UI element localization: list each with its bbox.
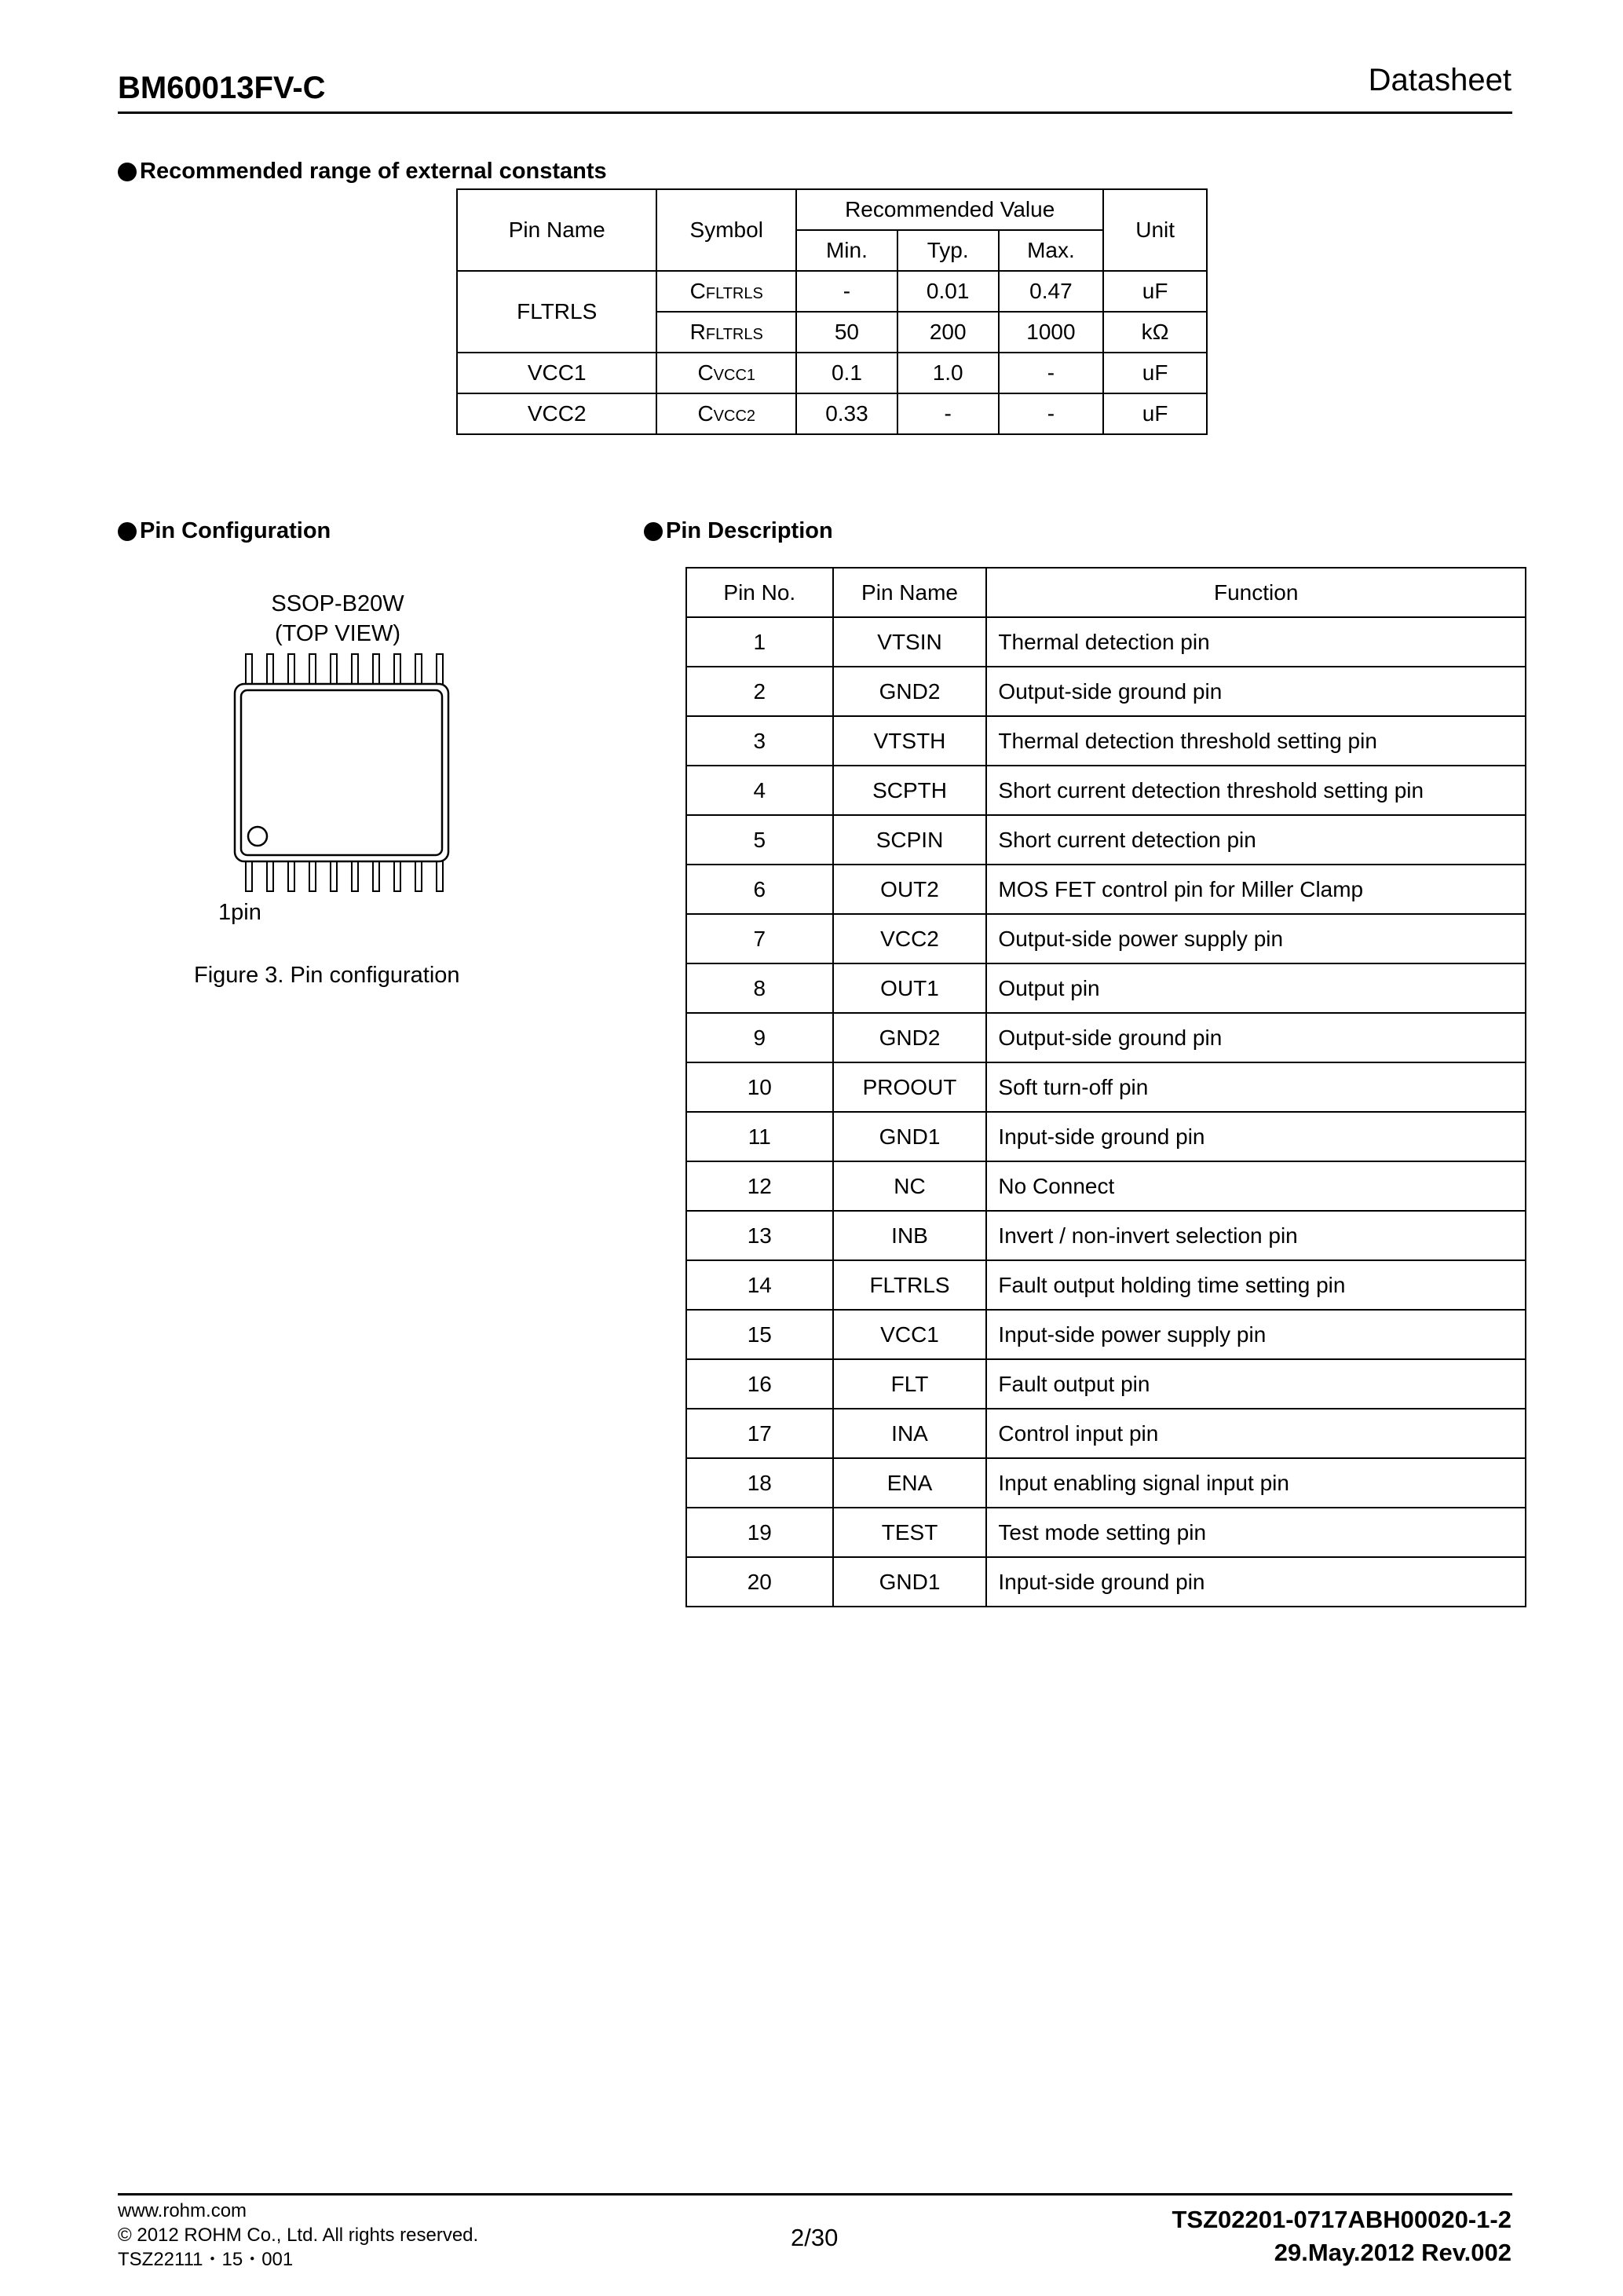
bullet-icon [118, 522, 137, 541]
table-row [457, 393, 1207, 434]
pin-configuration-heading-text: Pin Configuration [140, 518, 331, 543]
function-cell: Short current detection threshold setting pin [986, 766, 1526, 815]
pin-number-cell: 1 [686, 617, 833, 667]
table-row [686, 1062, 1526, 1112]
pin-number-cell: 20 [686, 1557, 833, 1607]
pin-name-cell: GND2 [833, 667, 987, 716]
function-cell: Input-side ground pin [986, 1557, 1526, 1607]
typ-cell: - [897, 393, 999, 434]
pin-number-cell: 13 [686, 1211, 833, 1260]
function-cell: Thermal detection pin [986, 617, 1526, 667]
pin-number-cell: 11 [686, 1112, 833, 1161]
unit-cell: uF [1103, 353, 1207, 393]
package-pin-top [309, 654, 316, 686]
package-pin-top [394, 654, 400, 686]
pin-number-cell: 5 [686, 815, 833, 865]
table-row [686, 1508, 1526, 1557]
function-cell: Short current detection pin [986, 815, 1526, 865]
min-cell: - [796, 271, 897, 312]
max-cell: 1000 [999, 312, 1104, 353]
symbol-cell [656, 393, 796, 434]
function-cell: Fault output pin [986, 1359, 1526, 1409]
table-header-row [686, 568, 1526, 617]
table-row [686, 865, 1526, 914]
pin-name-cell: VTSTH [833, 716, 987, 766]
footer-left [118, 2199, 478, 2272]
footer-right [1172, 2203, 1512, 2269]
typ-cell: 1.0 [897, 353, 999, 393]
function-cell: Soft turn-off pin [986, 1062, 1526, 1112]
function-cell: Thermal detection threshold setting pin [986, 716, 1526, 766]
bullet-icon [118, 163, 137, 181]
max-cell: 0.47 [999, 271, 1104, 312]
page-number: 2/30 [791, 2224, 839, 2251]
symbol-subscript: VCC1 [713, 367, 756, 384]
pin-number-cell: 18 [686, 1458, 833, 1508]
header-pin-name: Pin Name [833, 568, 987, 617]
pin-number-cell: 10 [686, 1062, 833, 1112]
table-row [686, 1458, 1526, 1508]
external-constants-table [456, 188, 1208, 435]
header-unit: Unit [1103, 189, 1207, 271]
pin-name-cell: GND2 [833, 1013, 987, 1062]
package-pin-bottom [246, 860, 252, 891]
pin-name-cell: VCC1 [457, 353, 656, 393]
min-cell: 50 [796, 312, 897, 353]
pin-number-cell: 8 [686, 963, 833, 1013]
package-label [236, 589, 440, 649]
footer-website: www.rohm.com [118, 2200, 247, 2221]
figure-caption: Figure 3. Pin configuration [194, 963, 460, 988]
pin-name-cell: SCPIN [833, 815, 987, 865]
table-row [686, 963, 1526, 1013]
date-revision: 29.May.2012 Rev.002 [1274, 2239, 1512, 2266]
symbol-letter: C [697, 360, 714, 385]
pin-name-cell: VTSIN [833, 617, 987, 667]
symbol-cell [656, 271, 796, 312]
table-row [686, 1013, 1526, 1062]
pin-number-cell: 3 [686, 716, 833, 766]
function-cell: Output pin [986, 963, 1526, 1013]
package-pin-bottom [288, 860, 294, 891]
table-row [686, 1359, 1526, 1409]
pin-number-cell: 6 [686, 865, 833, 914]
max-cell: - [999, 353, 1104, 393]
function-cell: Output-side ground pin [986, 1013, 1526, 1062]
external-constants-heading [118, 159, 607, 185]
pin-number-cell: 19 [686, 1508, 833, 1557]
typ-cell: 0.01 [897, 271, 999, 312]
function-cell: Input-side ground pin [986, 1112, 1526, 1161]
unit-cell: uF [1103, 393, 1207, 434]
header-typ: Typ. [897, 230, 999, 271]
pin-name-cell: GND1 [833, 1557, 987, 1607]
header-min: Min. [796, 230, 897, 271]
function-cell: Output-side ground pin [986, 667, 1526, 716]
pin-description-heading [644, 518, 833, 544]
package-pin-bottom [437, 860, 443, 891]
package-pin-top [437, 654, 443, 686]
pin-number-cell: 17 [686, 1409, 833, 1458]
package-pin-bottom [331, 860, 337, 891]
min-cell: 0.1 [796, 353, 897, 393]
package-pin-top [288, 654, 294, 686]
table-row [686, 1211, 1526, 1260]
table-row [686, 1112, 1526, 1161]
pin-name-cell: NC [833, 1161, 987, 1211]
symbol-subscript: VCC2 [713, 408, 756, 425]
header-divider [118, 112, 1512, 114]
pin-name-cell: ENA [833, 1458, 987, 1508]
table-row [686, 1161, 1526, 1211]
table-row [686, 914, 1526, 963]
function-cell: No Connect [986, 1161, 1526, 1211]
document-type: Datasheet [1368, 63, 1512, 97]
pin-description-heading-text: Pin Description [666, 518, 833, 543]
symbol-letter: C [689, 279, 706, 303]
document-title: BM60013FV-C [118, 71, 326, 105]
package-body-inner [241, 690, 442, 855]
function-cell: Test mode setting pin [986, 1508, 1526, 1557]
table-row [686, 1260, 1526, 1310]
pin-name-cell: FLT [833, 1359, 987, 1409]
function-cell: Invert / non-invert selection pin [986, 1211, 1526, 1260]
max-cell: - [999, 393, 1104, 434]
package-pin-bottom [309, 860, 316, 891]
pin-name-cell: INB [833, 1211, 987, 1260]
table-row [686, 667, 1526, 716]
package-pin-top [267, 654, 273, 686]
header-symbol: Symbol [656, 189, 796, 271]
pin-name-cell: FLTRLS [833, 1260, 987, 1310]
pin-number-cell: 9 [686, 1013, 833, 1062]
min-cell: 0.33 [796, 393, 897, 434]
header-pin-no: Pin No. [686, 568, 833, 617]
table-row [686, 1310, 1526, 1359]
pin-name-cell: VCC2 [457, 393, 656, 434]
ssop-package-diagram [228, 650, 455, 895]
pin-description-table [685, 567, 1526, 1607]
footer-divider [118, 2193, 1512, 2195]
package-pin-bottom [394, 860, 400, 891]
package-pin-bottom [415, 860, 422, 891]
pin-name-cell: TEST [833, 1508, 987, 1557]
typ-cell: 200 [897, 312, 999, 353]
symbol-letter: R [689, 320, 706, 344]
package-pin-top [415, 654, 422, 686]
pin-number-cell: 14 [686, 1260, 833, 1310]
footer-form-code: TSZ22111・15・001 [118, 2249, 294, 2270]
table-row [686, 617, 1526, 667]
pin-name-cell: VCC1 [833, 1310, 987, 1359]
pin-name-cell: PROOUT [833, 1062, 987, 1112]
symbol-cell [656, 353, 796, 393]
package-pin-top [352, 654, 358, 686]
table-row [686, 716, 1526, 766]
pin-name-cell: GND1 [833, 1112, 987, 1161]
package-pin-bottom [373, 860, 379, 891]
function-cell: Fault output holding time setting pin [986, 1260, 1526, 1310]
pin-number-cell: 7 [686, 914, 833, 963]
symbol-subscript: FLTRLS [705, 326, 763, 343]
pin-name-cell: SCPTH [833, 766, 987, 815]
document-number: TSZ02201-0717ABH00020-1-2 [1172, 2206, 1512, 2233]
package-pin-top [331, 654, 337, 686]
table-row [457, 353, 1207, 393]
package-pin-top [246, 654, 252, 686]
header-recommended-value: Recommended Value [796, 189, 1103, 230]
pin-number-cell: 4 [686, 766, 833, 815]
function-cell: MOS FET control pin for Miller Clamp [986, 865, 1526, 914]
symbol-cell [656, 312, 796, 353]
table-row [686, 1409, 1526, 1458]
table-row [686, 1557, 1526, 1607]
header-pin-name: Pin Name [457, 189, 656, 271]
bottom-pin-row [246, 860, 443, 891]
pin-number-cell: 16 [686, 1359, 833, 1409]
function-cell: Input enabling signal input pin [986, 1458, 1526, 1508]
function-cell: Control input pin [986, 1409, 1526, 1458]
pin1-label: 1pin [218, 900, 261, 925]
unit-cell: kΩ [1103, 312, 1207, 353]
table-row [686, 815, 1526, 865]
top-pin-row [246, 654, 443, 686]
pin-name-cell: OUT2 [833, 865, 987, 914]
table-row [457, 271, 1207, 312]
pin-number-cell: 15 [686, 1310, 833, 1359]
function-cell: Input-side power supply pin [986, 1310, 1526, 1359]
pin1-marker-icon [248, 827, 267, 846]
footer-copyright: © 2012 ROHM Co., Ltd. All rights reserved. [118, 2225, 479, 2246]
unit-cell: uF [1103, 271, 1207, 312]
pin-configuration-heading [118, 518, 331, 544]
package-name: SSOP-B20W [271, 591, 404, 616]
table-row [686, 766, 1526, 815]
header-function: Function [986, 568, 1526, 617]
package-pin-top [373, 654, 379, 686]
pin-number-cell: 12 [686, 1161, 833, 1211]
bullet-icon [644, 522, 663, 541]
package-view: (TOP VIEW) [274, 621, 401, 646]
pin-name-cell: VCC2 [833, 914, 987, 963]
header-max: Max. [999, 230, 1104, 271]
package-pin-bottom [267, 860, 273, 891]
pin-number-cell: 2 [686, 667, 833, 716]
function-cell: Output-side power supply pin [986, 914, 1526, 963]
symbol-letter: C [697, 401, 714, 426]
pin-name-cell: INA [833, 1409, 987, 1458]
external-constants-heading-text: Recommended range of external constants [140, 159, 607, 184]
symbol-subscript: FLTRLS [705, 285, 763, 302]
pin-name-cell: FLTRLS [457, 271, 656, 353]
package-pin-bottom [352, 860, 358, 891]
pin-name-cell: OUT1 [833, 963, 987, 1013]
